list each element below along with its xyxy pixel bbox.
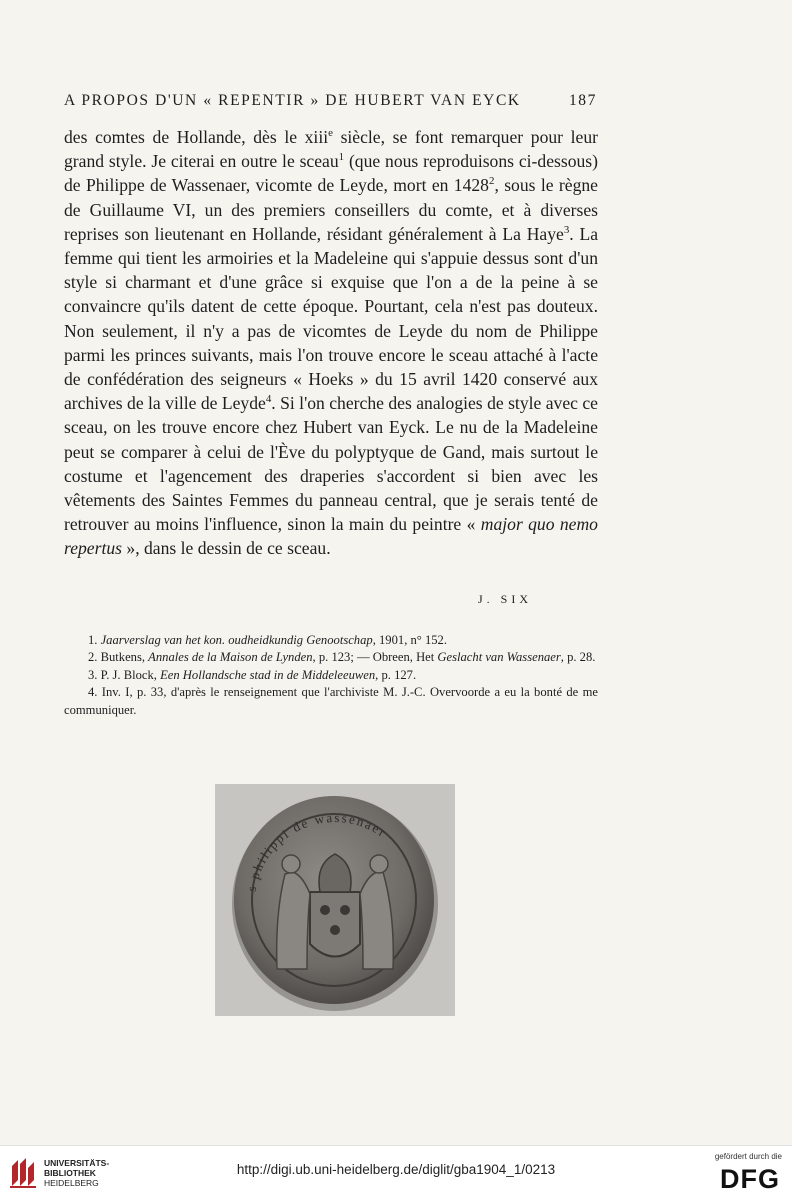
seal-image [215, 784, 455, 1016]
text-run: . La femme qui tient les armoiries et la Madeleine qui s'appuie dessus sont d'un style si charmant et d'une grâce si exquise que l'on a de la peine à se convaincre qu'ils datent de cette époque. Pourtant, cela n'est pas douteux. Non seulement, il n'y a pas de vicomtes de Leyde du nom de Philippe parmi les princes suivants, mais l'on trouve encore le sceau attaché à l'acte de confédération des seigneurs « Hoeks » du 15 avril 1420 conservé aux archives de la ville de Leyde [64, 223, 598, 414]
italic-text: Een Hollandsche stad in de Middeleeuwen [160, 667, 376, 682]
text-run: , 1901, n° 152. [372, 633, 448, 647]
footnote-3 [64, 667, 598, 684]
text-run: 1. [88, 633, 101, 647]
italic-text: Jaarverslag van het kon. oudheidkundig Genootschap [100, 633, 373, 647]
text-run: 4. Inv. I, p. 33, d'après le renseignement que l'archiviste M. J.-C. Overvoorde a eu la bonté de me communiquer. [64, 685, 598, 717]
footnote-marker: 4 [265, 393, 272, 406]
footnote-marker: 3 [563, 223, 570, 236]
main-text [64, 125, 598, 561]
text-run: , p. 28. [560, 650, 596, 665]
text-run: , p. 123; — Obreen, Het [312, 650, 438, 665]
italic-text: Annales de la Maison de Lynden [148, 650, 313, 665]
footnotes [64, 632, 598, 719]
seal-legend-text: s philippi de wassenaer [243, 809, 391, 893]
text-run: siècle, se font remarquer pour leur grand style. Je citerai en outre le sceau [64, 127, 598, 172]
text-run: . Si l'on cherche des analogies de style avec ce sceau, on les trouve encore chez Hubert van Eyck. Le nu de la Madeleine peut se comparer à celui de l'Ève du polyptyque de Gand, mais surtout le costume et l'agencement des draperies s'accordent si bien avec les vêtements des Saintes Femmes du panneau central, que je serais tenté de retrouver au moins l'influence, sinon la main du peintre « [64, 393, 598, 535]
italic-text: major quo nemo repertus [64, 514, 598, 559]
text-run: 2. Butkens, [88, 650, 149, 665]
footnote-marker: 1 [338, 151, 345, 164]
body-paragraph [64, 125, 598, 561]
text-run: », dans le dessin de ce sceau. [122, 538, 331, 559]
source-url-link[interactable]: http://digi.ub.uni-heidelberg.de/diglit/gba1904_1/0213 [236, 1162, 556, 1177]
running-title: A PROPOS D'UN « REPENTIR » DE HUBERT VAN EYCK [64, 92, 521, 109]
italic-text: Geslacht van Wassenaer [437, 650, 561, 665]
viewer-footer [0, 1145, 792, 1202]
seal-photograph [215, 784, 455, 1016]
page-number: 187 [568, 92, 597, 109]
text-run: , p. 127. [375, 667, 417, 682]
text-run: des comtes de Hollande, dès le xiii [64, 127, 329, 147]
footnote-marker: e [328, 127, 333, 140]
text-run: (que nous reproduisons ci-dessous) de Philippe de Wassenaer, vicomte de Leyde, mort en 1428 [64, 151, 598, 196]
running-head [64, 92, 597, 110]
text-run: 3. P. J. Block, [88, 667, 161, 682]
footnote-4 [64, 684, 598, 719]
sponsor-note: gefördert durch die [714, 1152, 782, 1161]
footnote-marker: 2 [488, 175, 495, 188]
library-name: UNIVERSITÄTS- BIBLIOTHEK HEIDELBERG [44, 1158, 110, 1188]
footnote-2 [64, 649, 598, 666]
author-signature: J. SIX [478, 592, 533, 606]
dfg-logo: DFG [720, 1164, 780, 1194]
footnote-1 [64, 632, 598, 649]
text-run: , sous le règne de Guillaume VI, un des premiers conseillers du comte, et à diverses reprises son lieutenant en Hollande, résidant généralement à La Haye [64, 175, 598, 244]
